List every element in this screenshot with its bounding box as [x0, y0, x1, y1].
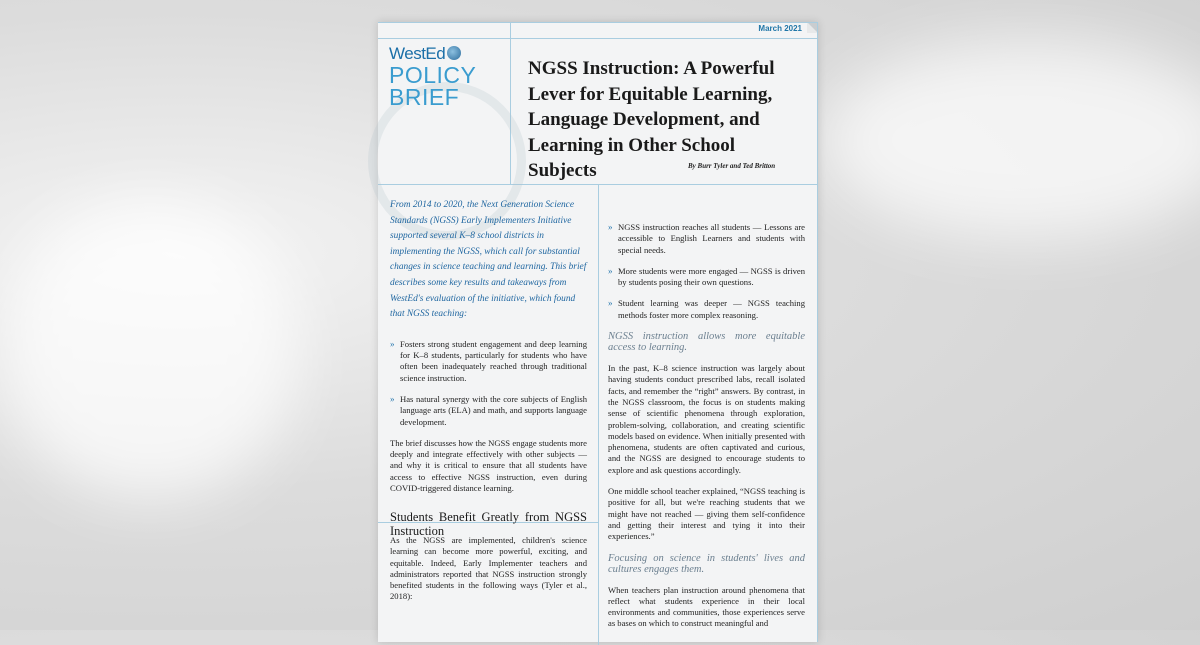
divider — [817, 22, 818, 642]
series-line: POLICY — [389, 62, 477, 88]
left-column-lower — [390, 535, 587, 613]
list-item: » More students were more engaged — NGSS is driven by students posing their own questions. — [608, 266, 805, 289]
globe-icon — [447, 46, 461, 60]
background-glow — [820, 40, 1200, 240]
divider — [378, 22, 818, 23]
subheading: Focusing on science in students' lives and cultures engages them. — [608, 552, 805, 575]
logo-text: WestEd — [389, 44, 446, 63]
right-column — [608, 222, 805, 640]
divider — [378, 38, 818, 39]
subheading: NGSS instruction allows more equitable access to learning. — [608, 331, 805, 354]
section-heading: Students Benefit Greatly from NGSS Instruction — [390, 510, 587, 539]
body-paragraph: The brief discusses how the NGSS engage students more deeply and integrate effectively with other subjects — and why it is critical to ensure that all students have access to effective NGSS instruction, even during COVID-triggered distance learning. — [390, 437, 587, 494]
divider — [598, 185, 599, 645]
list-item: » Student learning was deeper — NGSS teaching methods foster more complex reasoning. — [608, 298, 805, 321]
issue-date: March 2021 — [758, 24, 802, 33]
wested-logo — [389, 44, 476, 108]
intro-summary: From 2014 to 2020, the Next Generation Science Standards (NGSS) Early Implementers Initiative supported several K–8 school districts in implementing the NGSS, which call for substantial changes in science teaching and learning. This brief describes some key results and takeaways from WestEd's evaluation of the initiative, which found that NGSS teaching: — [390, 200, 587, 320]
list-item: » Fosters strong student engagement and deep learning for K–8 students, particularly for students who have often been inadequately reached through traditional science instruction. — [390, 339, 587, 384]
series-label — [389, 64, 476, 108]
findings-list — [390, 339, 587, 428]
background-glow — [0, 200, 300, 500]
body-paragraph: One middle school teacher explained, “NGSS teaching is positive for all, but we're reaching students that we might have not reached — giving them self-confidence and getting their interest and tying it into their experiences.” — [608, 486, 805, 542]
body-paragraph: As the NGSS are implemented, children's science learning can become more powerful, exciting, and equitable. Indeed, Early Implementer teachers and administrators reported that NGSS instruction strongly benefited students in the following ways (Tyler et al., 2018): — [390, 535, 587, 602]
list-item: » Has natural synergy with the core subjects of English language arts (ELA) and math, and supports language development. — [390, 394, 587, 428]
benefits-list — [608, 222, 805, 321]
policy-brief-page — [378, 22, 818, 642]
body-paragraph: In the past, K–8 science instruction was largely about having students conduct prescribed labs, recall isolated facts, and remember the “right” answers. By contrast, in the NGSS classroom, the focus is on students making sense of scientific phenomena through exploration, problem-solving, collaboration, and creating scientific models based on evidence. When initially presented with phenomena, students are often captivated and curious, and the NGSS are designed to encourage students to explore and ask questions accordingly. — [608, 363, 805, 475]
list-item: » NGSS instruction reaches all students — Lessons are accessible to English Learners and students with special needs. — [608, 222, 805, 256]
body-paragraph: When teachers plan instruction around phenomena that reflect what students experience in their local environments and communities, those experiences serve as bases on which to construct meaningful and — [608, 584, 805, 629]
series-line: BRIEF — [389, 84, 460, 110]
left-column — [390, 198, 587, 538]
document-title: NGSS Instruction: A Powerful Lever for Equitable Learning, Language Development, and Learning in Other School Subjects — [528, 58, 775, 181]
byline: By Burr Tyler and Ted Britton — [688, 162, 776, 170]
